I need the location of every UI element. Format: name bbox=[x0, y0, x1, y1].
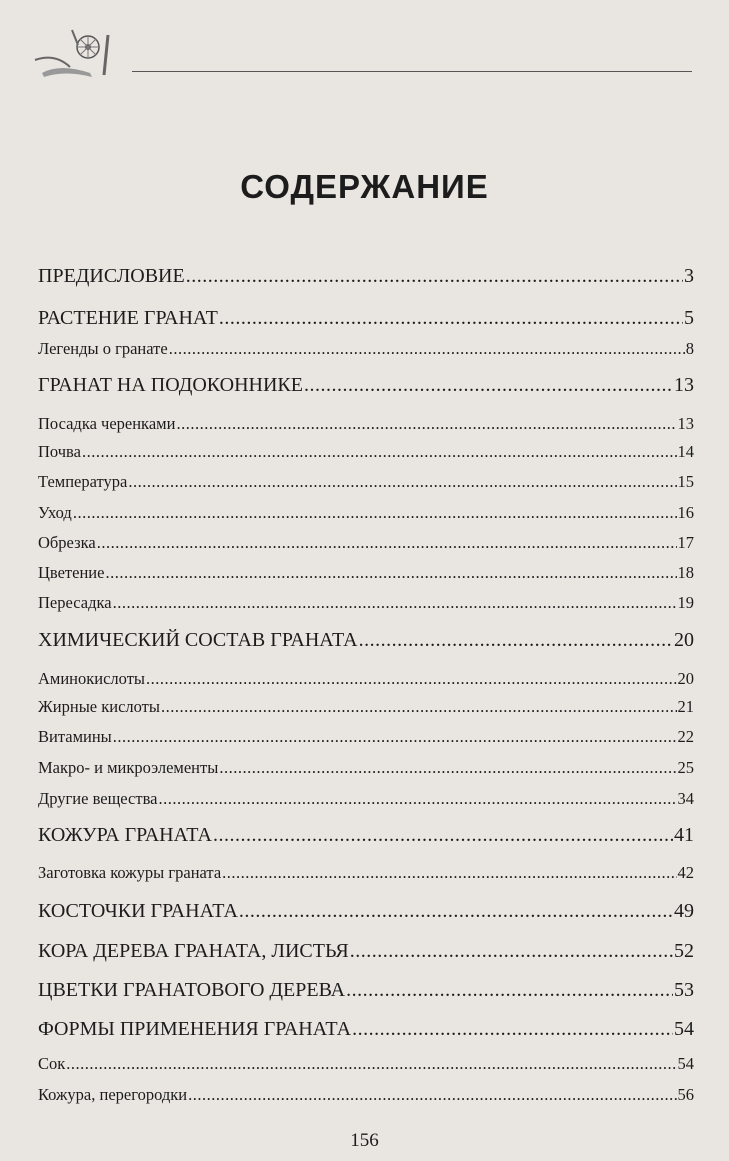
toc-entry-label: Жирные кислоты bbox=[38, 697, 160, 716]
toc-entry bbox=[38, 1054, 694, 1074]
toc-entry bbox=[38, 669, 694, 689]
dot-leader bbox=[161, 697, 677, 717]
toc-entry bbox=[38, 727, 694, 747]
toc-entry bbox=[38, 1085, 694, 1105]
toc-entry-page: 49 bbox=[674, 900, 694, 922]
toc-entry-label: ЦВЕТКИ ГРАНАТОВОГО ДЕРЕВА bbox=[38, 979, 346, 1001]
toc-entry-page: 13 bbox=[677, 414, 694, 433]
toc-entry-page: 25 bbox=[677, 758, 694, 777]
toc-entry-label: Пересадка bbox=[38, 593, 112, 612]
dot-leader bbox=[66, 1054, 676, 1074]
toc-entry bbox=[38, 503, 694, 523]
toc-entry bbox=[38, 533, 694, 553]
toc-entry-page: 15 bbox=[677, 472, 694, 491]
toc-entry-page: 20 bbox=[674, 629, 694, 651]
dot-leader bbox=[73, 503, 677, 523]
toc-entry bbox=[38, 442, 694, 462]
toc-entry-page: 13 bbox=[674, 374, 694, 396]
toc-entry-page: 19 bbox=[677, 593, 694, 612]
dot-leader bbox=[169, 339, 685, 359]
dot-leader bbox=[113, 593, 677, 613]
toc-entry-page: 41 bbox=[674, 824, 694, 846]
dot-leader bbox=[219, 307, 683, 330]
toc-entry-label: Другие вещества bbox=[38, 789, 158, 808]
toc-entry-label: Уход bbox=[38, 503, 72, 522]
toc-entry bbox=[38, 979, 694, 1002]
dot-leader bbox=[128, 472, 676, 492]
toc-entry-label: ПРЕДИСЛОВИЕ bbox=[38, 265, 185, 287]
toc-entry bbox=[38, 472, 694, 492]
dot-leader bbox=[213, 824, 673, 847]
toc-entry-label: Заготовка кожуры граната bbox=[38, 863, 222, 882]
dot-leader bbox=[158, 789, 676, 809]
toc-entry-label: КОРА ДЕРЕВА ГРАНАТА, ЛИСТЬЯ bbox=[38, 940, 349, 962]
toc-entry-label: Сок bbox=[38, 1054, 66, 1073]
toc-entry bbox=[38, 307, 694, 330]
toc-entry bbox=[38, 563, 694, 583]
toc-entry-label: ГРАНАТ НА ПОДОКОННИКЕ bbox=[38, 374, 303, 396]
toc-entry-label: Витамины bbox=[38, 727, 112, 746]
toc-entry-label: РАСТЕНИЕ ГРАНАТ bbox=[38, 307, 218, 329]
toc-entry-label: ХИМИЧЕСКИЙ СОСТАВ ГРАНАТА bbox=[38, 629, 358, 651]
toc-entry bbox=[38, 940, 694, 963]
toc-entry-page: 34 bbox=[677, 789, 694, 808]
dot-leader bbox=[105, 563, 676, 583]
page-title: СОДЕРЖАНИЕ bbox=[240, 168, 489, 205]
toc-entry-page: 18 bbox=[677, 563, 694, 582]
toc-entry-page: 52 bbox=[674, 940, 694, 962]
toc-entry-page: 8 bbox=[685, 339, 694, 358]
dot-leader bbox=[352, 1018, 673, 1041]
toc-entry-label: КОЖУРА ГРАНАТА bbox=[38, 824, 212, 846]
dot-leader bbox=[188, 1085, 676, 1105]
toc-entry-page: 16 bbox=[677, 503, 694, 522]
toc-entry-label: Легенды о гранате bbox=[38, 339, 168, 358]
toc-entry bbox=[38, 629, 694, 652]
toc-entry-label: Температура bbox=[38, 472, 128, 491]
toc-entry bbox=[38, 697, 694, 717]
toc-entry-label: КОСТОЧКИ ГРАНАТА bbox=[38, 900, 238, 922]
toc-entry-label: ФОРМЫ ПРИМЕНЕНИЯ ГРАНАТА bbox=[38, 1018, 352, 1040]
flower-ornament-icon bbox=[30, 25, 120, 80]
toc-entry bbox=[38, 900, 694, 923]
toc-entry bbox=[38, 593, 694, 613]
toc-entry bbox=[38, 758, 694, 778]
toc-entry-label: Цветение bbox=[38, 563, 105, 582]
toc-entry-page: 5 bbox=[684, 307, 694, 329]
dot-leader bbox=[304, 374, 673, 397]
dot-leader bbox=[239, 900, 673, 923]
toc-entry bbox=[38, 1018, 694, 1041]
toc-entry bbox=[38, 339, 694, 359]
dot-leader bbox=[113, 727, 677, 747]
toc-entry-page: 14 bbox=[677, 442, 694, 461]
dot-leader bbox=[359, 629, 673, 652]
toc-entry bbox=[38, 414, 694, 434]
dot-leader bbox=[176, 414, 676, 434]
toc-entry-label: Аминокислоты bbox=[38, 669, 146, 688]
toc-entry bbox=[38, 789, 694, 809]
dot-leader bbox=[186, 265, 683, 288]
toc-entry-page: 42 bbox=[677, 863, 694, 882]
header-rule bbox=[132, 71, 692, 72]
dot-leader bbox=[219, 758, 676, 778]
toc-entry-page: 3 bbox=[684, 265, 694, 287]
toc-entry bbox=[38, 863, 694, 883]
toc-entry-label: Обрезка bbox=[38, 533, 96, 552]
toc-entry-page: 54 bbox=[674, 1018, 694, 1040]
toc-entry-label: Кожура, перегородки bbox=[38, 1085, 188, 1104]
dot-leader bbox=[97, 533, 677, 553]
toc-entry-page: 56 bbox=[677, 1085, 694, 1104]
toc-entry-page: 22 bbox=[677, 727, 694, 746]
toc-entry bbox=[38, 265, 694, 288]
toc-entry bbox=[38, 374, 694, 397]
toc-entry-label: Макро- и микроэлементы bbox=[38, 758, 219, 777]
toc-entry-page: 20 bbox=[677, 669, 694, 688]
toc-entry bbox=[38, 824, 694, 847]
dot-leader bbox=[82, 442, 677, 462]
dot-leader bbox=[146, 669, 676, 689]
page-number: 156 bbox=[350, 1130, 379, 1151]
toc-entry-page: 53 bbox=[674, 979, 694, 1001]
toc-entry-page: 17 bbox=[677, 533, 694, 552]
toc-entry-page: 21 bbox=[677, 697, 694, 716]
toc-entry-label: Почва bbox=[38, 442, 81, 461]
toc-entry-label: Посадка черенками bbox=[38, 414, 176, 433]
dot-leader bbox=[222, 863, 676, 883]
dot-leader bbox=[350, 940, 673, 963]
dot-leader bbox=[346, 979, 673, 1002]
toc-entry-page: 54 bbox=[677, 1054, 694, 1073]
